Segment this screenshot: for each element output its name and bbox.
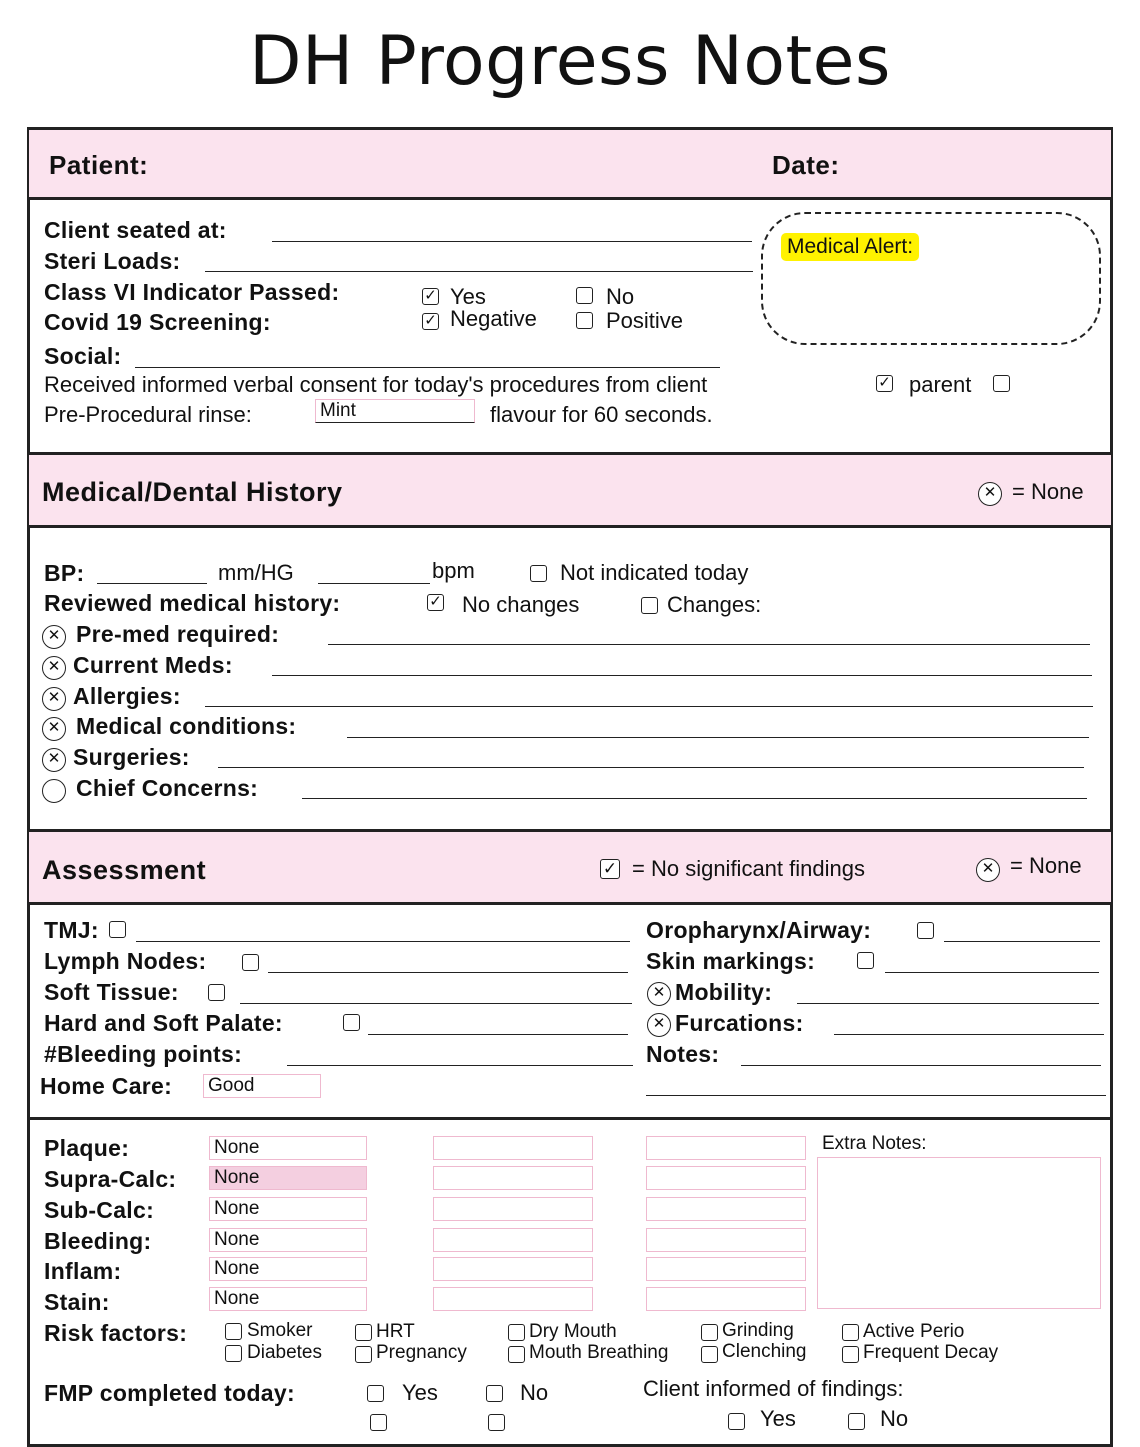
concerns-field[interactable]	[302, 798, 1087, 799]
bpm-label: bpm	[432, 558, 475, 583]
extra-notes-label: Extra Notes:	[822, 1133, 927, 1154]
rinse-flavour-field[interactable]: Mint	[315, 399, 475, 423]
oropharynx-checkbox[interactable]	[917, 922, 934, 939]
palate-checkbox[interactable]	[343, 1014, 360, 1031]
fmp-no-label: No	[520, 1380, 549, 1405]
tmj-field[interactable]	[136, 941, 630, 942]
lymph-checkbox[interactable]	[242, 954, 259, 971]
supra-field-1[interactable]: None	[209, 1166, 367, 1190]
plaque-field-1[interactable]: None	[209, 1136, 367, 1160]
history-heading: Medical/Dental History	[42, 477, 343, 507]
not-indicated-checkbox[interactable]	[530, 565, 547, 582]
bp-label: BP:	[44, 560, 85, 586]
oropharynx-label: Oropharynx/Airway:	[646, 917, 872, 943]
rinse-suffix: flavour for 60 seconds.	[490, 402, 713, 427]
supra-label: Supra-Calc:	[44, 1166, 177, 1192]
section-divider	[29, 1117, 1111, 1120]
page-title: DH Progress Notes	[249, 22, 891, 101]
grinding-checkbox[interactable]	[701, 1324, 718, 1341]
furcations-field[interactable]	[834, 1034, 1104, 1035]
plaque-label: Plaque:	[44, 1135, 130, 1161]
supra-field-3[interactable]	[646, 1166, 806, 1190]
class-vi-no-label: No	[606, 284, 635, 309]
rinse-label: Pre-Procedural rinse:	[44, 402, 252, 427]
smoker-label: Smoker	[247, 1320, 313, 1341]
soft-tissue-label: Soft Tissue:	[44, 979, 179, 1005]
next-row-checkbox-1[interactable]	[370, 1414, 387, 1431]
premed-field[interactable]	[328, 644, 1090, 645]
home-care-label: Home Care:	[40, 1073, 173, 1099]
consent-text: Received informed verbal consent for today's procedures from client	[44, 372, 708, 397]
notes-field-line-2[interactable]	[646, 1095, 1106, 1096]
surgeries-label: Surgeries:	[73, 744, 190, 770]
premed-none-icon[interactable]: ✕	[42, 625, 66, 649]
changes-label: Changes:	[667, 592, 762, 617]
steri-loads-field[interactable]	[205, 271, 753, 272]
notes-field[interactable]	[741, 1065, 1101, 1066]
bleeding-label: Bleeding:	[44, 1228, 152, 1254]
nsf-legend-icon: ✓	[600, 859, 620, 879]
tmj-checkbox[interactable]	[109, 921, 126, 938]
not-indicated-label: Not indicated today	[560, 560, 749, 585]
premed-label: Pre-med required:	[76, 621, 280, 647]
allergies-label: Allergies:	[73, 683, 181, 709]
bleeding-field-1[interactable]: None	[209, 1228, 367, 1252]
assessment-none-legend-icon: ✕	[976, 858, 1000, 882]
class-vi-yes-label: Yes	[450, 284, 486, 309]
covid-positive-label: Positive	[606, 308, 684, 333]
fmp-yes-checkbox[interactable]	[367, 1385, 384, 1402]
history-none-legend: = None	[1012, 479, 1084, 504]
active-perio-label: Active Perio	[863, 1321, 965, 1342]
covid-negative-label: Negative	[450, 306, 537, 331]
mobility-none-icon[interactable]: ✕	[647, 982, 671, 1006]
conditions-none-icon[interactable]: ✕	[42, 717, 66, 741]
fmp-no-checkbox[interactable]	[486, 1385, 503, 1402]
fmp-yes-label: Yes	[402, 1380, 438, 1405]
furcations-none-icon[interactable]: ✕	[647, 1013, 671, 1037]
frequent-decay-checkbox[interactable]	[842, 1346, 859, 1363]
client-informed-label: Client informed of findings:	[643, 1376, 904, 1401]
diabetes-checkbox[interactable]	[225, 1345, 242, 1362]
class-vi-label: Class VI Indicator Passed:	[44, 279, 340, 305]
bleeding-points-label: #Bleeding points:	[44, 1041, 243, 1067]
inflam-label: Inflam:	[44, 1258, 122, 1284]
supra-field-2[interactable]	[433, 1166, 593, 1190]
social-field[interactable]	[135, 367, 720, 368]
conditions-field[interactable]	[347, 737, 1089, 738]
next-row-checkbox-2[interactable]	[488, 1414, 505, 1431]
skin-checkbox[interactable]	[857, 952, 874, 969]
inflam-field-1[interactable]: None	[209, 1257, 367, 1281]
covid-positive-checkbox[interactable]	[576, 312, 593, 329]
active-perio-checkbox[interactable]	[842, 1324, 859, 1341]
allergies-none-icon[interactable]: ✕	[42, 687, 66, 711]
bp-field[interactable]	[97, 583, 207, 584]
sub-field-1[interactable]: None	[209, 1197, 367, 1221]
social-label: Social:	[44, 343, 122, 369]
lymph-field[interactable]	[268, 972, 628, 973]
mouth-breathing-label: Mouth Breathing	[529, 1342, 669, 1363]
reviewed-label: Reviewed medical history:	[44, 590, 341, 616]
home-care-field[interactable]: Good	[203, 1074, 321, 1098]
hrt-checkbox[interactable]	[355, 1324, 372, 1341]
skin-label: Skin markings:	[646, 948, 816, 974]
smoker-checkbox[interactable]	[225, 1323, 242, 1340]
frequent-decay-label: Frequent Decay	[863, 1342, 999, 1363]
bpm-field[interactable]	[318, 583, 430, 584]
stain-field-3[interactable]	[646, 1287, 806, 1311]
furcations-label: Furcations:	[675, 1010, 804, 1036]
mmhg-label: mm/HG	[218, 560, 294, 585]
surgeries-field[interactable]	[218, 767, 1084, 768]
class-vi-yes-checkbox[interactable]: ✓	[422, 288, 439, 305]
pregnancy-checkbox[interactable]	[355, 1346, 372, 1363]
mobility-label: Mobility:	[675, 979, 773, 1005]
plaque-field-2[interactable]	[433, 1136, 593, 1160]
extra-notes-field[interactable]	[817, 1157, 1101, 1309]
allergies-field[interactable]	[205, 706, 1093, 707]
pregnancy-label: Pregnancy	[376, 1342, 467, 1363]
none-legend-icon: ✕	[978, 482, 1002, 506]
no-changes-checkbox[interactable]: ✓	[427, 594, 444, 611]
palate-field[interactable]	[368, 1034, 628, 1035]
consent-parent-label: parent	[909, 372, 972, 397]
patient-label: Patient:	[49, 150, 149, 180]
skin-field[interactable]	[885, 972, 1099, 973]
clenching-checkbox[interactable]	[701, 1346, 718, 1363]
grinding-label: Grinding	[722, 1320, 794, 1341]
meds-none-icon[interactable]: ✕	[42, 656, 66, 680]
medical-alert-label: Medical Alert:	[781, 233, 919, 261]
nsf-legend: = No significant findings	[632, 856, 865, 881]
bleeding-field-2[interactable]	[433, 1228, 593, 1252]
mouth-breathing-checkbox[interactable]	[508, 1346, 525, 1363]
mobility-field[interactable]	[797, 1003, 1099, 1004]
medical-alert-box[interactable]	[761, 212, 1101, 345]
class-vi-no-checkbox[interactable]	[576, 287, 593, 304]
meds-field[interactable]	[272, 675, 1092, 676]
sub-field-2[interactable]	[433, 1197, 593, 1221]
stain-label: Stain:	[44, 1289, 110, 1315]
stain-field-2[interactable]	[433, 1287, 593, 1311]
covid-negative-checkbox[interactable]: ✓	[422, 313, 439, 330]
dry-mouth-checkbox[interactable]	[508, 1324, 525, 1341]
sub-label: Sub-Calc:	[44, 1197, 155, 1223]
concerns-none-icon[interactable]	[42, 779, 66, 803]
bleeding-field-3[interactable]	[646, 1228, 806, 1252]
plaque-field-3[interactable]	[646, 1136, 806, 1160]
covid-label: Covid 19 Screening:	[44, 309, 271, 335]
inflam-field-3[interactable]	[646, 1257, 806, 1281]
consent-parent-checkbox[interactable]	[993, 375, 1010, 392]
date-label: Date:	[772, 150, 840, 180]
patient-header-band	[29, 130, 1111, 200]
consent-client-checkbox[interactable]: ✓	[876, 375, 893, 392]
informed-yes-label: Yes	[760, 1406, 796, 1431]
meds-label: Current Meds:	[73, 652, 233, 678]
notes-label: Notes:	[646, 1041, 720, 1067]
sub-field-3[interactable]	[646, 1197, 806, 1221]
oropharynx-field[interactable]	[944, 941, 1100, 942]
surgeries-none-icon[interactable]: ✕	[42, 748, 66, 772]
changes-checkbox[interactable]	[641, 597, 658, 614]
steri-loads-label: Steri Loads:	[44, 248, 181, 274]
client-seated-label: Client seated at:	[44, 217, 227, 243]
no-changes-label: No changes	[462, 592, 580, 617]
risk-factors-label: Risk factors:	[44, 1320, 188, 1346]
soft-tissue-checkbox[interactable]	[208, 984, 225, 1001]
stain-field-1[interactable]: None	[209, 1287, 367, 1311]
concerns-label: Chief Concerns:	[76, 775, 259, 801]
inflam-field-2[interactable]	[433, 1257, 593, 1281]
diabetes-label: Diabetes	[247, 1342, 322, 1363]
dry-mouth-label: Dry Mouth	[529, 1321, 617, 1342]
tmj-label: TMJ:	[44, 917, 99, 943]
assessment-none-legend: = None	[1010, 853, 1082, 878]
bleeding-points-field[interactable]	[287, 1065, 633, 1066]
clenching-label: Clenching	[722, 1341, 807, 1362]
lymph-label: Lymph Nodes:	[44, 948, 207, 974]
conditions-label: Medical conditions:	[76, 713, 297, 739]
informed-no-label: No	[880, 1406, 909, 1431]
assessment-heading: Assessment	[42, 855, 207, 885]
fmp-label: FMP completed today:	[44, 1380, 295, 1406]
palate-label: Hard and Soft Palate:	[44, 1010, 283, 1036]
client-seated-field[interactable]	[272, 241, 752, 242]
soft-tissue-field[interactable]	[240, 1003, 632, 1004]
hrt-label: HRT	[376, 1321, 415, 1342]
